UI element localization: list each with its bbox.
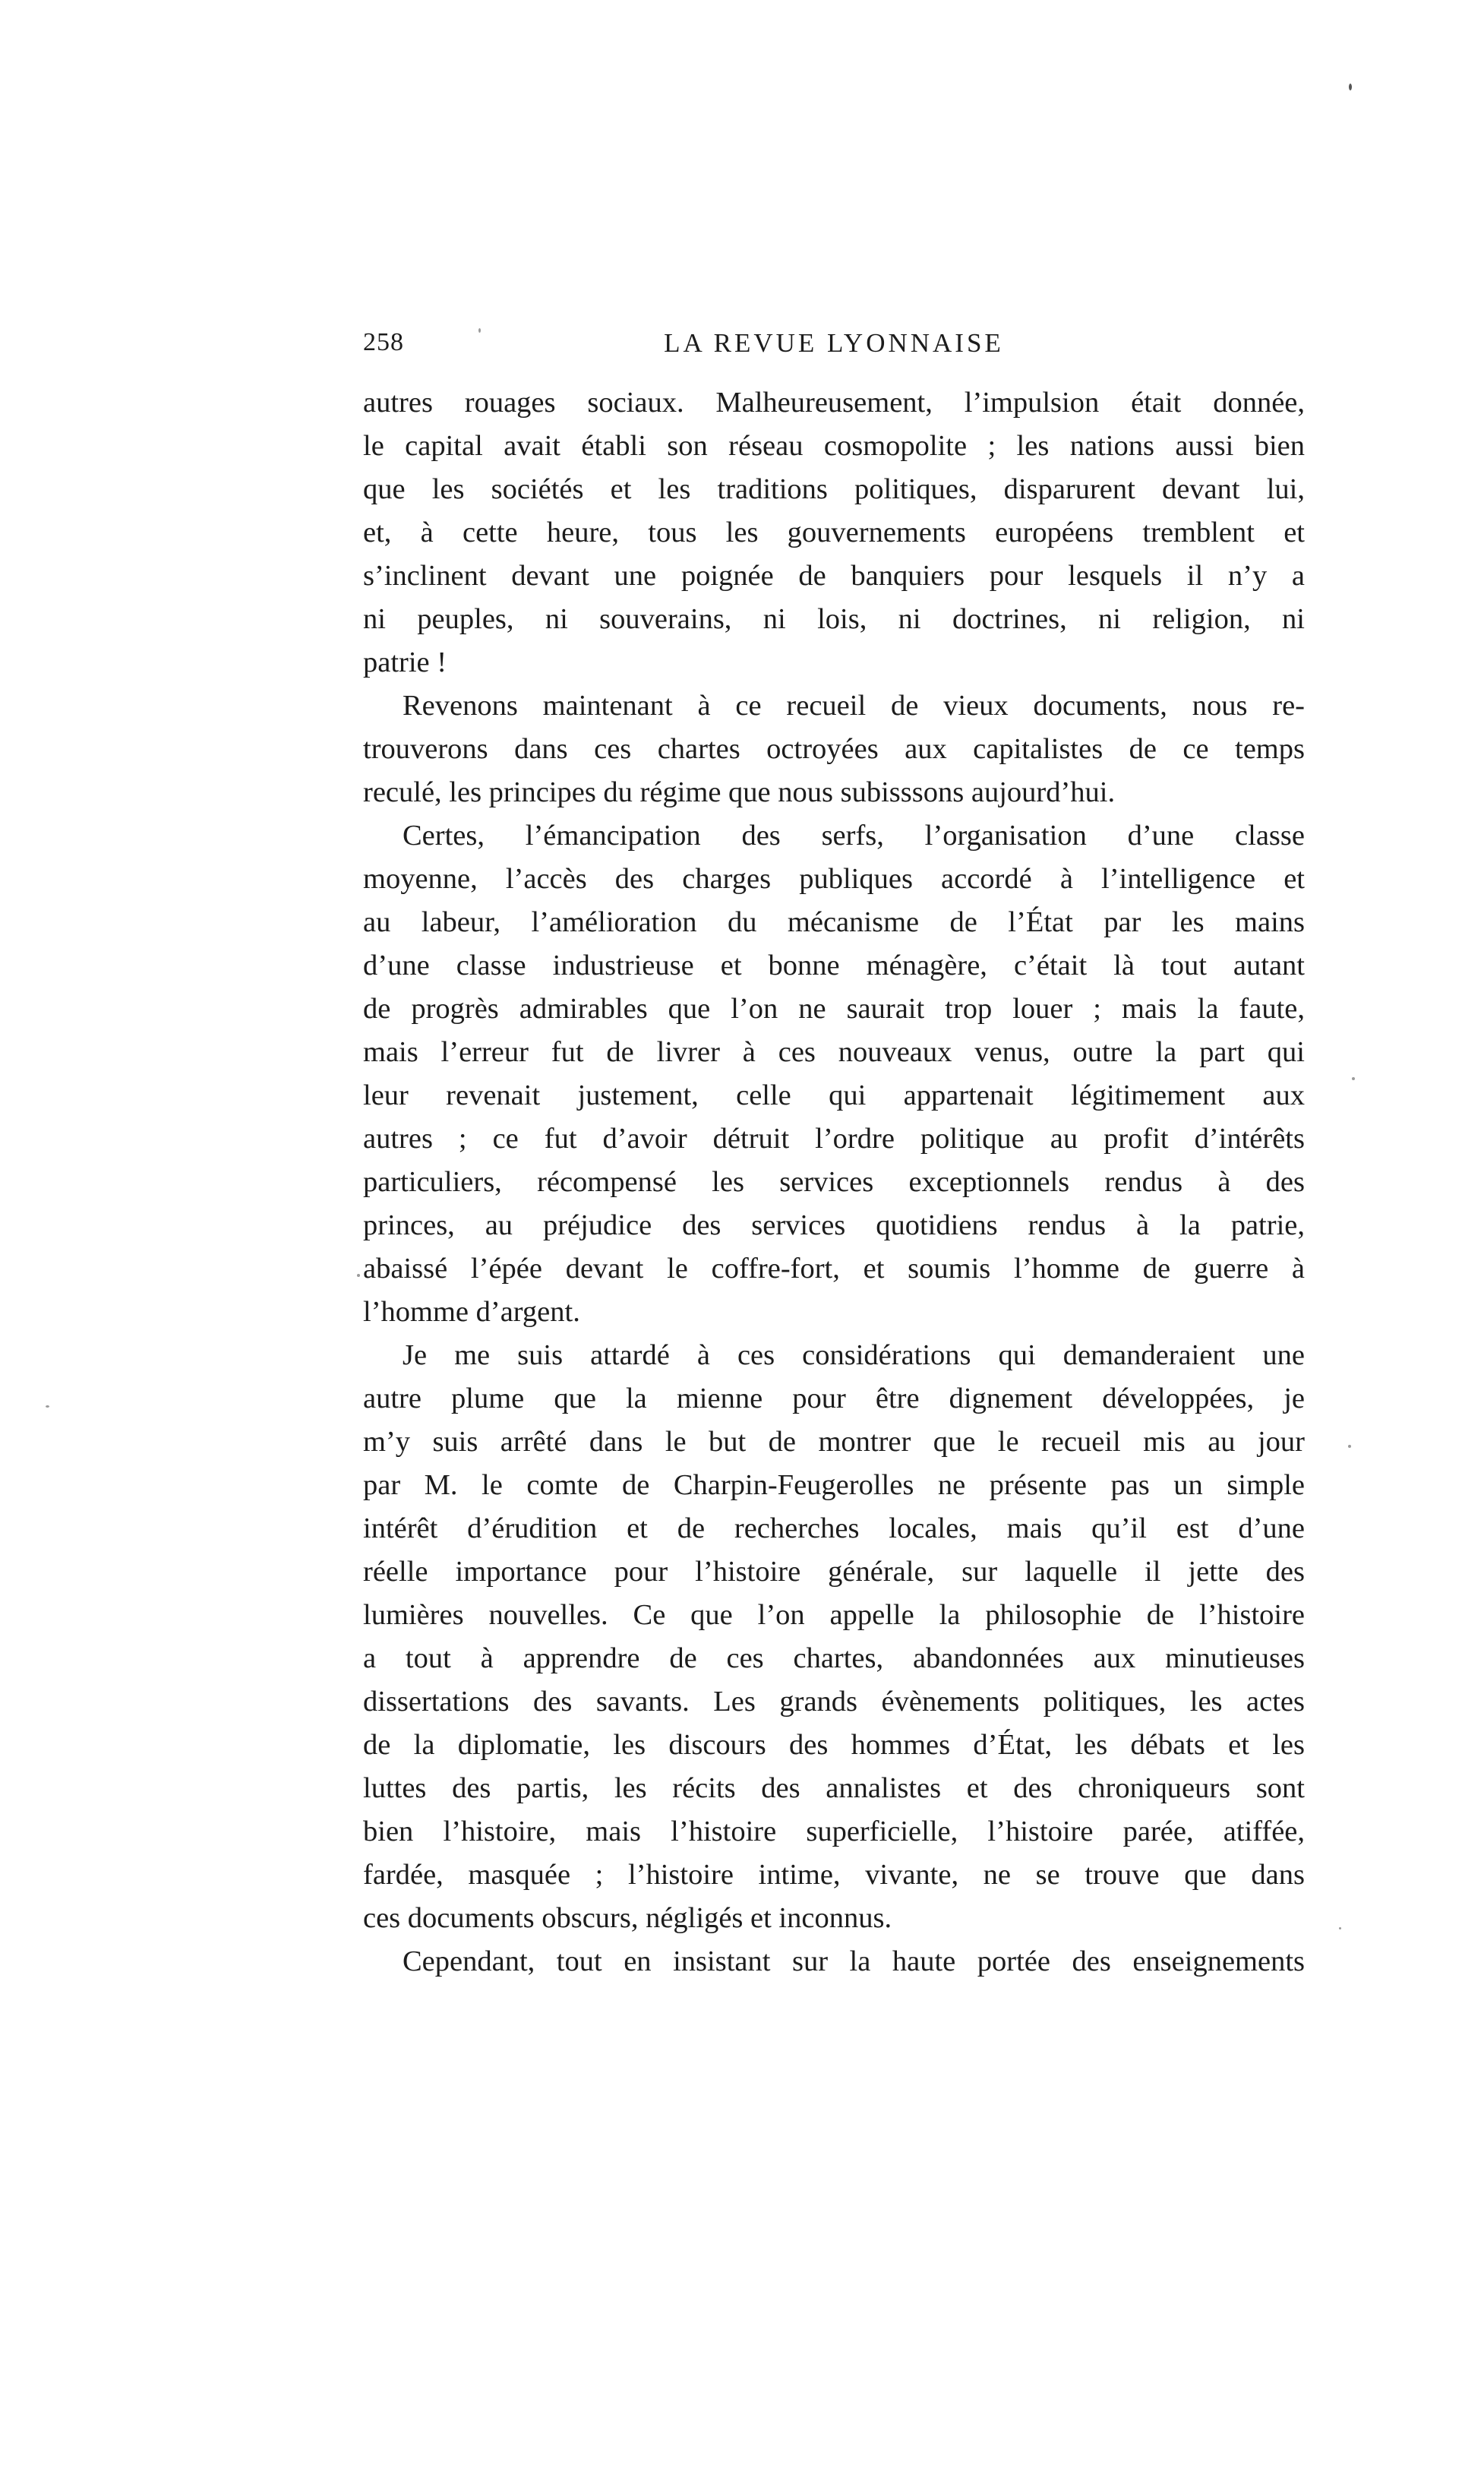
text-line: abaissé l’épée devant le coffre-fort, et soumis l’homme de guerre à [363,1253,1305,1285]
text-line: trouverons dans ces chartes octroyées aux capitalistes de ce temps [363,733,1305,765]
text-line: d’une classe industrieuse et bonne ménagère, c’était là tout autant [363,950,1305,981]
text-line: moyenne, l’accès des charges publiques accordé à l’intelligence et [363,863,1305,895]
text-line: Revenons maintenant à ce recueil de vieux documents, nous re- [403,690,1305,722]
text-line: ni peuples, ni souverains, ni lois, ni doctrines, ni religion, ni [363,603,1305,635]
text-line: a tout à apprendre de ces chartes, abandonnées aux minutieuses [363,1642,1305,1674]
scan-speck [1339,1927,1341,1929]
text-line: luttes des partis, les récits des annalistes et des chroniqueurs sont [363,1772,1305,1804]
text-line: leur revenait justement, celle qui appartenait légitimement aux [363,1079,1305,1111]
running-title: LA REVUE LYONNAISE [664,328,1004,358]
text-line: de progrès admirables que l’on ne saurait trop louer ; mais la faute, [363,993,1305,1025]
text-line: fardée, masquée ; l’histoire intime, vivante, ne se trouve que dans [363,1859,1305,1891]
text-line: réelle importance pour l’histoire générale, sur laquelle il jette des [363,1556,1305,1588]
text-line: par M. le comte de Charpin-Feugerolles ne présente pas un simple [363,1469,1305,1501]
text-line: lumières nouvelles. Ce que l’on appelle la philosophie de l’histoire [363,1599,1305,1631]
page-number: 258 [363,328,404,356]
text-line: bien l’histoire, mais l’histoire superficielle, l’histoire parée, atiffée, [363,1816,1305,1847]
text-line: reculé, les principes du régime que nous subisssons aujourd’hui. [363,776,1116,808]
text-line: dissertations des savants. Les grands évènements politiques, les actes [363,1686,1305,1718]
scan-speck [1349,84,1352,90]
text-line: autres ; ce fut d’avoir détruit l’ordre politique au profit d’intérêts [363,1123,1305,1155]
text-line: au labeur, l’amélioration du mécanisme de l’État par les mains [363,906,1305,938]
page-header [363,328,1305,374]
text-line: particuliers, récompensé les services exceptionnels rendus à des [363,1166,1305,1198]
scan-speck [1352,1077,1355,1080]
scan-speck [357,1274,360,1277]
text-line: mais l’erreur fut de livrer à ces nouveaux venus, outre la part qui [363,1036,1305,1068]
text-line: ces documents obscurs, négligés et inconnus. [363,1902,892,1934]
text-line: et, à cette heure, tous les gouvernements européens tremblent et [363,517,1305,548]
text-line: Je me suis attardé à ces considérations qui demanderaient une [403,1339,1305,1371]
scan-speck [46,1405,49,1408]
text-line: princes, au préjudice des services quotidiens rendus à la patrie, [363,1209,1305,1241]
text-line: autre plume que la mienne pour être dignement développées, je [363,1383,1305,1414]
text-line: Cependant, tout en insistant sur la haute portée des enseignements [403,1945,1305,1977]
text-line: s’inclinent devant une poignée de banquiers pour lesquels il n’y a [363,560,1305,592]
scan-speck [1348,1445,1351,1448]
text-line: que les sociétés et les traditions politiques, disparurent devant lui, [363,473,1305,505]
text-line: Certes, l’émancipation des serfs, l’organisation d’une classe [403,820,1305,852]
text-line: autres rouages sociaux. Malheureusement, l’impulsion était donnée, [363,387,1305,419]
text-line: l’homme d’argent. [363,1296,580,1328]
text-line: patrie ! [363,646,447,678]
text-line: m’y suis arrêté dans le but de montrer que le recueil mis au jour [363,1426,1305,1458]
text-line: le capital avait établi son réseau cosmopolite ; les nations aussi bien [363,430,1305,462]
text-line: de la diplomatie, les discours des hommes d’État, les débats et les [363,1729,1305,1761]
text-line: intérêt d’érudition et de recherches locales, mais qu’il est d’une [363,1512,1305,1544]
